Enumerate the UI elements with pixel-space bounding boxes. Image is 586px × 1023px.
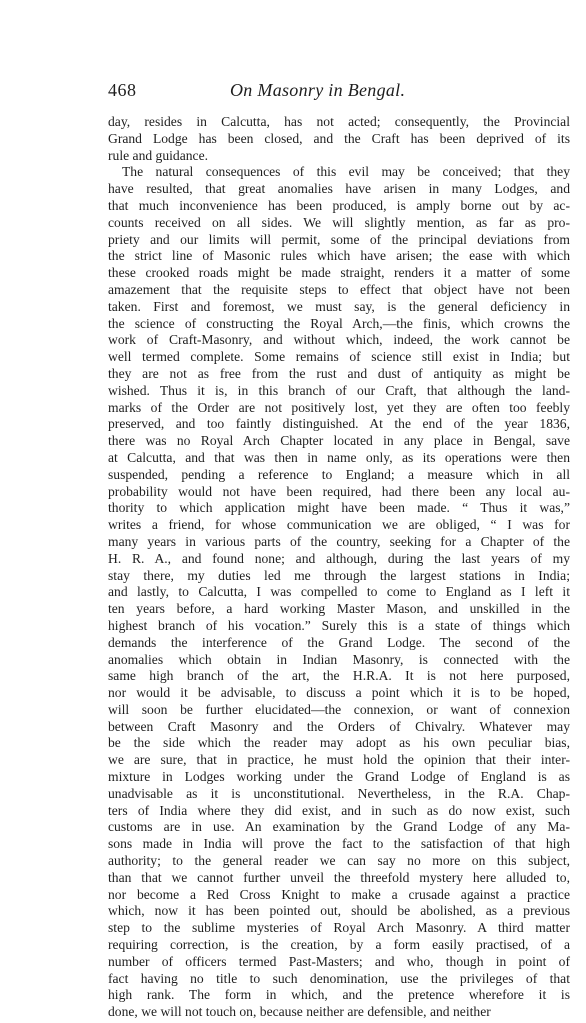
text-line: same high branch of the art, the H.R.A. It is not here purposed, <box>108 668 570 684</box>
text-line: there was no Royal Arch Chapter located in any place in Bengal, save <box>108 433 570 449</box>
text-line: priety and our limits will permit, some of the principal deviations from <box>108 231 570 247</box>
text-line: writes a friend, for whose communication we are obliged, “ I was for <box>108 517 570 533</box>
text-line: than that we cannot further unveil the threefold mystery here alluded to, <box>108 869 570 885</box>
text-line: counts received on all sides. We will slightly mention, as far as pro- <box>108 214 570 230</box>
text-line: have resulted, that great anomalies have arisen in many Lodges, and <box>108 181 570 197</box>
text-line: wished. Thus it is, in this branch of our Craft, that although the land- <box>108 382 570 398</box>
text-line: work of Craft-Masonry, and without which, indeed, the work cannot be <box>108 332 570 348</box>
text-line: mixture in Lodges working under the Grand Lodge of England is as <box>108 769 570 785</box>
text-line: the strict line of Masonic rules which have arisen; the ease with which <box>108 248 570 264</box>
text-line: step to the sublime mysteries of Royal Arch Masonry. A third matter <box>108 920 570 936</box>
text-line: number of officers termed Past-Masters; and who, though in point of <box>108 953 570 969</box>
text-line: be the side which the reader may adopt as his own peculiar bias, <box>108 735 570 751</box>
text-line: Grand Lodge has been closed, and the Craft has been deprived of its <box>108 130 570 146</box>
text-line: probability would not have been required, had there been any local au- <box>108 483 570 499</box>
text-line: will soon be further elucidated—the connexion, or want of connexion <box>108 701 570 717</box>
text-line: suspended, pending a reference to England; a measure which in all <box>108 466 570 482</box>
text-line: and lastly, to Calcutta, I was compelled to come to England as I left it <box>108 584 570 600</box>
text-line: requiring correction, is the creation, by a form easily practised, of a <box>108 937 570 953</box>
page-number: 468 <box>108 80 137 100</box>
text-line: day, resides in Calcutta, has not acted; consequently, the Provincial <box>108 114 570 129</box>
text-line: sons made in India will prove the fact to the satisfaction of that high <box>108 836 570 852</box>
text-line: highest branch of his vocation.” Surely this is a state of things which <box>108 617 570 633</box>
text-line: the science of constructing the Royal Arch,—the finis, which crowns the <box>108 315 570 331</box>
text-line: nor become a Red Cross Knight to make a crusade against a practice <box>108 886 570 902</box>
text-line: demands the interference of the Grand Lodge. The second of the <box>108 634 570 650</box>
text-line: anomalies which obtain in Indian Masonry, is connected with the <box>108 651 570 667</box>
text-line: these crooked roads might be made straight, renders it a matter of some <box>108 265 570 281</box>
text-line: taken. First and foremost, we must say, is the general deficiency in <box>108 298 570 314</box>
body-text <box>108 114 570 1021</box>
text-line: rule and guidance. <box>108 147 209 163</box>
text-line: they are not as free from the rust and dust of antiquity as might be <box>108 365 570 381</box>
text-line: done, we will not touch on, because neither are defensible, and neither <box>108 1004 491 1020</box>
text-line: preserved, and too faintly distinguished. At the end of the year 1836, <box>108 416 570 432</box>
text-line: ten years before, a hard working Master Mason, and unskilled in the <box>108 601 570 617</box>
text-line: amazement that the requisite steps to effect that object have not been <box>108 281 570 297</box>
text-line: ters of India where they did exist, and in such as do now exist, such <box>108 802 570 818</box>
page-header <box>108 80 570 104</box>
text-line: stay there, my duties led me through the largest stations in India; <box>108 567 570 583</box>
text-line: thority to which application might have been made. “ Thus it was,” <box>108 500 570 516</box>
text-line: authority; to the general reader we can say no more on this subject, <box>108 853 570 869</box>
text-line: nor would it be advisable, to discuss a point which it is to be hoped, <box>108 685 570 701</box>
text-line: that much inconvenience has been produced, is amply borne out by ac- <box>108 197 570 213</box>
text-line: The natural consequences of this evil may be conceived; that they <box>122 164 570 180</box>
text-line: customs are in use. An examination by the Grand Lodge of any Ma- <box>108 819 570 835</box>
text-line: fact having no title to such denomination, use the privileges of that <box>108 970 570 986</box>
text-line: between Craft Masonry and the Orders of Chivalry. Whatever may <box>108 718 570 734</box>
text-line: unadvisable as it is unconstitutional. Nevertheless, in the R.A. Chap- <box>108 785 570 801</box>
text-line: many years in various parts of the country, seeking for a Chapter of the <box>108 533 570 549</box>
text-line: H. R. A., and found none; and although, during the last years of my <box>108 550 570 566</box>
text-line: high rank. The form in which, and the pretence wherefore it is <box>108 987 570 1003</box>
running-title: On Masonry in Bengal. <box>230 80 406 100</box>
text-line: marks of the Order are not positively lost, yet they are often too feebly <box>108 399 570 415</box>
text-line: we are sure, that in practice, he must hold the opinion that their inter- <box>108 752 570 768</box>
text-line: well termed complete. Some remains of science still exist in India; but <box>108 349 570 365</box>
text-line: at Calcutta, and that was then in name only, as its operations were then <box>108 449 570 465</box>
text-line: which, now it has been pointed out, should be abolished, as a previous <box>108 903 570 919</box>
